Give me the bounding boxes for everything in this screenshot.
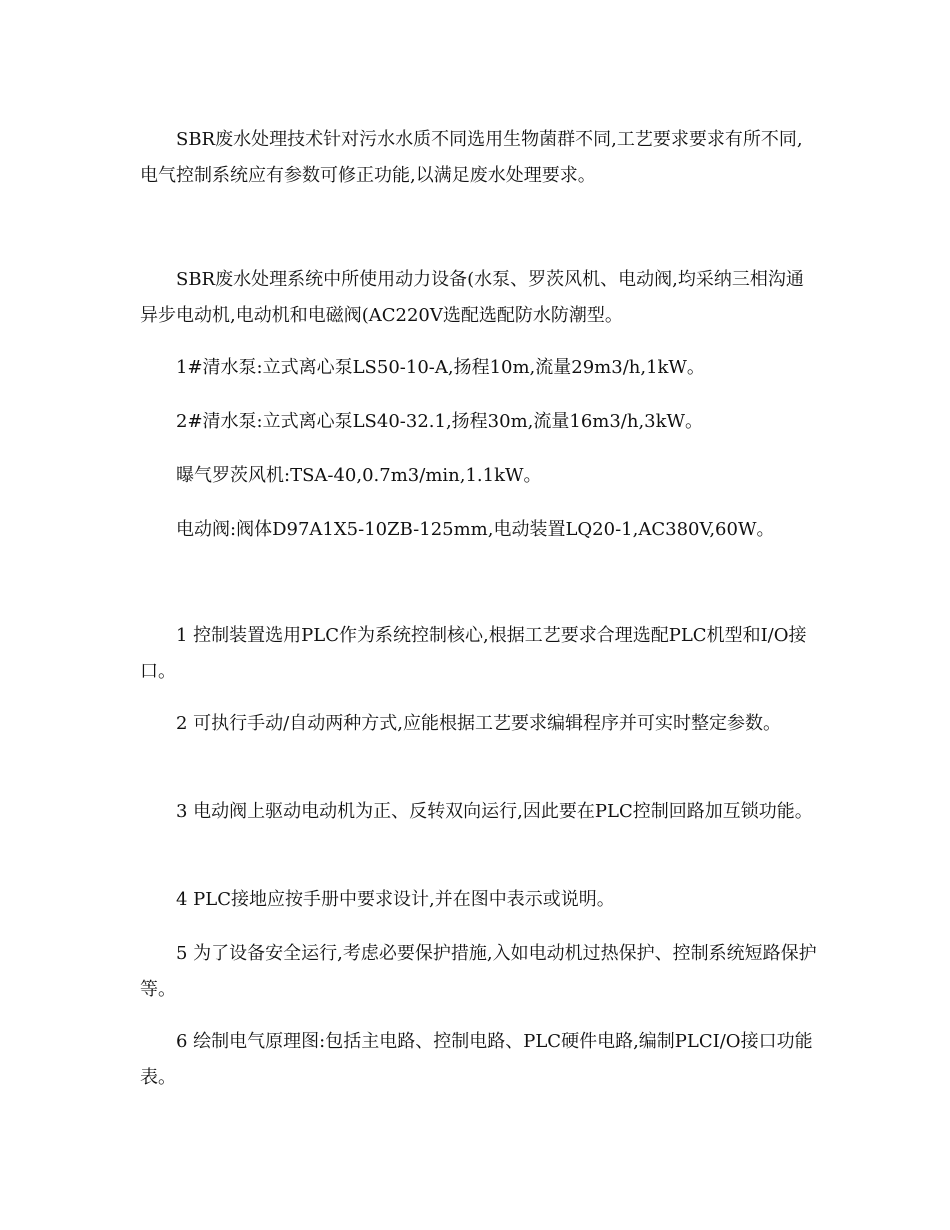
equipment-intro-paragraph: SBR废水处理系统中所使用动力设备(水泵、罗茨风机、电动阀,均采纳三相沟通异步电动机,电动机和电磁阀(AC220V选配选配防水防潮型。 — [140, 269, 804, 326]
equipment-item-3: 曝气罗茨风机:TSA-40,0.7m3/min,1.1kW。 — [176, 465, 542, 486]
requirement-item-3: 3 电动阀上驱动电动机为正、反转双向运行,因此要在PLC控制回路加互锁功能。 — [176, 801, 813, 822]
equipment-item-2: 2#清水泵:立式离心泵LS40-32.1,扬程30m,流量16m3/h,3kW。 — [176, 411, 704, 432]
intro-paragraph: SBR废水处理技术针对污水水质不同选用生物菌群不同,工艺要求要求有所不同,电气控制系统应有参数可修正功能,以满足废水处理要求。 — [140, 129, 803, 186]
requirement-item-1: 1 控制装置选用PLC作为系统控制核心,根据工艺要求合理选配PLC机型和I/O接口。 — [140, 625, 807, 682]
requirement-item-6: 6 绘制电气原理图:包括主电路、控制电路、PLC硬件电路,编制PLCI/O接口功能表。 — [140, 1031, 813, 1088]
requirement-item-5: 5 为了设备安全运行,考虑必要保护措施,入如电动机过热保护、控制系统短路保护等。 — [140, 943, 817, 1000]
requirement-item-2: 2 可执行手动/自动两种方式,应能根据工艺要求编辑程序并可实时整定参数。 — [176, 713, 781, 734]
equipment-item-1: 1#清水泵:立式离心泵LS50-10-A,扬程10m,流量29m3/h,1kW。 — [176, 357, 705, 378]
requirement-item-4: 4 PLC接地应按手册中要求设计,并在图中表示或说明。 — [176, 889, 615, 910]
equipment-item-4: 电动阀:阀体D97A1X5-10ZB-125mm,电动装置LQ20-1,AC380V,60W。 — [176, 519, 775, 540]
